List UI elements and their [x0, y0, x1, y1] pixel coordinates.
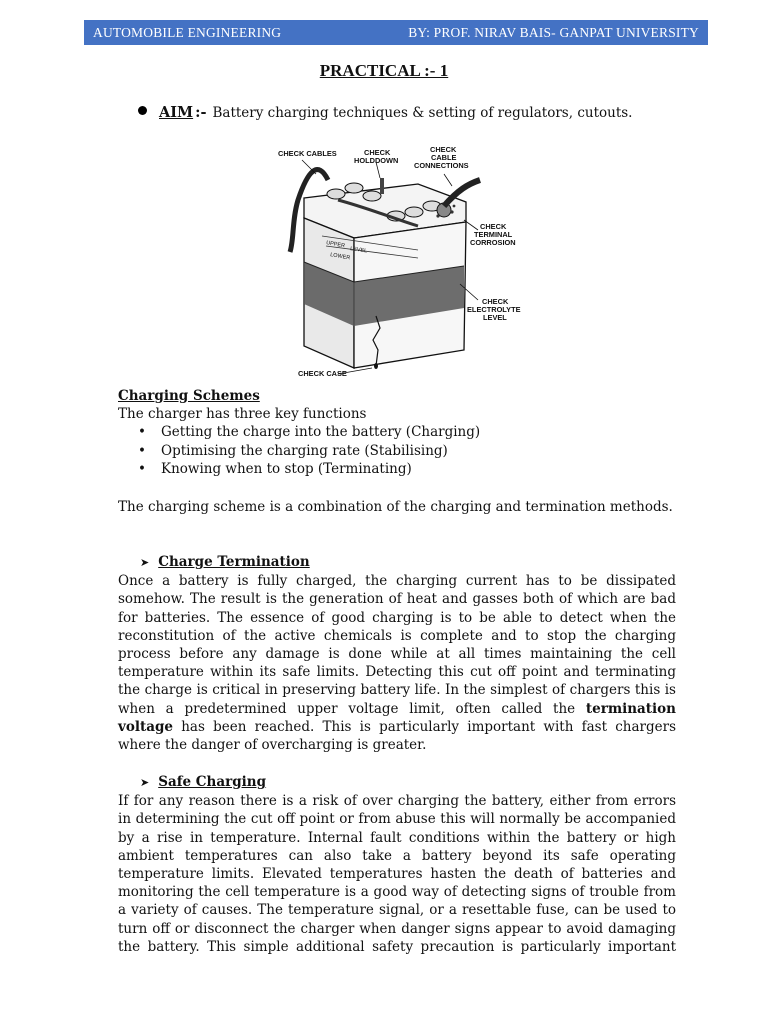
label-check-electrolyte-1: CHECK [482, 297, 509, 306]
label-check-electrolyte-3: LEVEL [483, 313, 507, 322]
termination-voltage-term: termination voltage [118, 700, 676, 735]
aim-text: Battery charging techniques & setting of regulators, cutouts. [212, 105, 633, 121]
bullet-dot-icon [138, 106, 147, 115]
list-item: • Getting the charge into the battery (Charging) [136, 423, 676, 441]
label-upper: UPPER [325, 240, 346, 250]
charging-schemes-intro: The charger has three key functions [118, 406, 367, 423]
charging-scheme-summary: The charging scheme is a combination of the charging and termination methods. [118, 499, 673, 515]
label-check-cable-1: CHECK [430, 145, 457, 154]
header-author: BY: PROF. NIRAV BAIS- GANPAT UNIVERSITY [408, 24, 699, 40]
safe-charging-heading: Safe Charging [158, 774, 267, 790]
charger-functions-list [118, 423, 676, 478]
label-check-terminal-3: CORROSION [470, 238, 516, 247]
aim-label: AIM [159, 104, 194, 121]
header-subject: AUTOMOBILE ENGINEERING [93, 24, 282, 40]
aim-line [138, 104, 632, 121]
label-check-holddown-2: HOLDDOWN [354, 156, 399, 165]
list-item: • Optimising the charging rate (Stabilising) [136, 442, 676, 460]
safe-charging-section [118, 773, 676, 956]
charging-schemes-section [118, 387, 676, 478]
label-check-terminal-1: CHECK [480, 222, 507, 231]
label-check-holddown-1: CHECK [364, 148, 391, 157]
label-check-terminal-2: TERMINAL [474, 230, 513, 239]
battery-inspection-figure [268, 140, 540, 384]
charge-termination-heading-row [140, 553, 676, 572]
list-item: • Knowing when to stop (Terminating) [136, 460, 676, 478]
label-check-cables: CHECK CABLES [278, 149, 337, 158]
charge-termination-text: Once a battery is fully charged, the charging current has to be dissipated somehow. The result is the generation of heat and gasses both of which are bad for batteries. The essence of good charging is to be able to detect when the reconstitution of the active chemicals is complete and to stop the charging process before any damage is done while at all times maintaining the cell temperature within its safe limits. Detecting this cut off point and terminating the charge is critical in preserving battery life. In the simplest of chargers this is when a predetermined upper voltage limit, often called the [118, 573, 676, 717]
arrow-bullet-icon: ➤ [140, 556, 150, 569]
page-title: PRACTICAL :- 1 [319, 61, 449, 80]
safe-charging-heading-row [140, 773, 676, 792]
charging-scheme-summary-block [118, 498, 676, 516]
charge-termination-section [118, 553, 676, 754]
charging-schemes-heading: Charging Schemes [118, 388, 260, 404]
battery-illustration [290, 170, 480, 369]
label-check-case: CHECK CASE [298, 369, 347, 378]
aim-separator: :- [195, 104, 207, 121]
arrow-bullet-icon: ➤ [140, 776, 150, 789]
page-header-bar [84, 20, 708, 45]
charge-termination-text-end: has been reached. This is particularly important with fast chargers where the danger of overcharging is greater. [118, 718, 676, 754]
label-level: LEVEL [349, 246, 368, 255]
charge-termination-heading: Charge Termination [158, 554, 310, 570]
label-check-cable-3: CONNECTIONS [414, 161, 469, 170]
label-check-cable-2: CABLE [431, 153, 457, 162]
safe-charging-paragraph: If for any reason there is a risk of over charging the battery, either from errors in determining the cut off point or from abuse this will normally be accompanied by a rise in temperature. Internal fault conditions within the battery or high ambient temperatures can also take a battery beyond its safe operating temperature limits. Elevated temperatures hasten the death of batteries and monitoring the cell temperature is a good way of detecting signs of trouble from a variety of causes. The temperature signal, or a resettable fuse, can be used to turn off or disconnect the charger when danger signs appear to avoid damaging the battery. This simple additional safety precaution is particularly important [118, 793, 676, 955]
label-check-electrolyte-2: ELECTROLYTE [467, 305, 521, 314]
label-lower: LOWER [329, 252, 351, 262]
charge-termination-paragraph [118, 572, 676, 754]
